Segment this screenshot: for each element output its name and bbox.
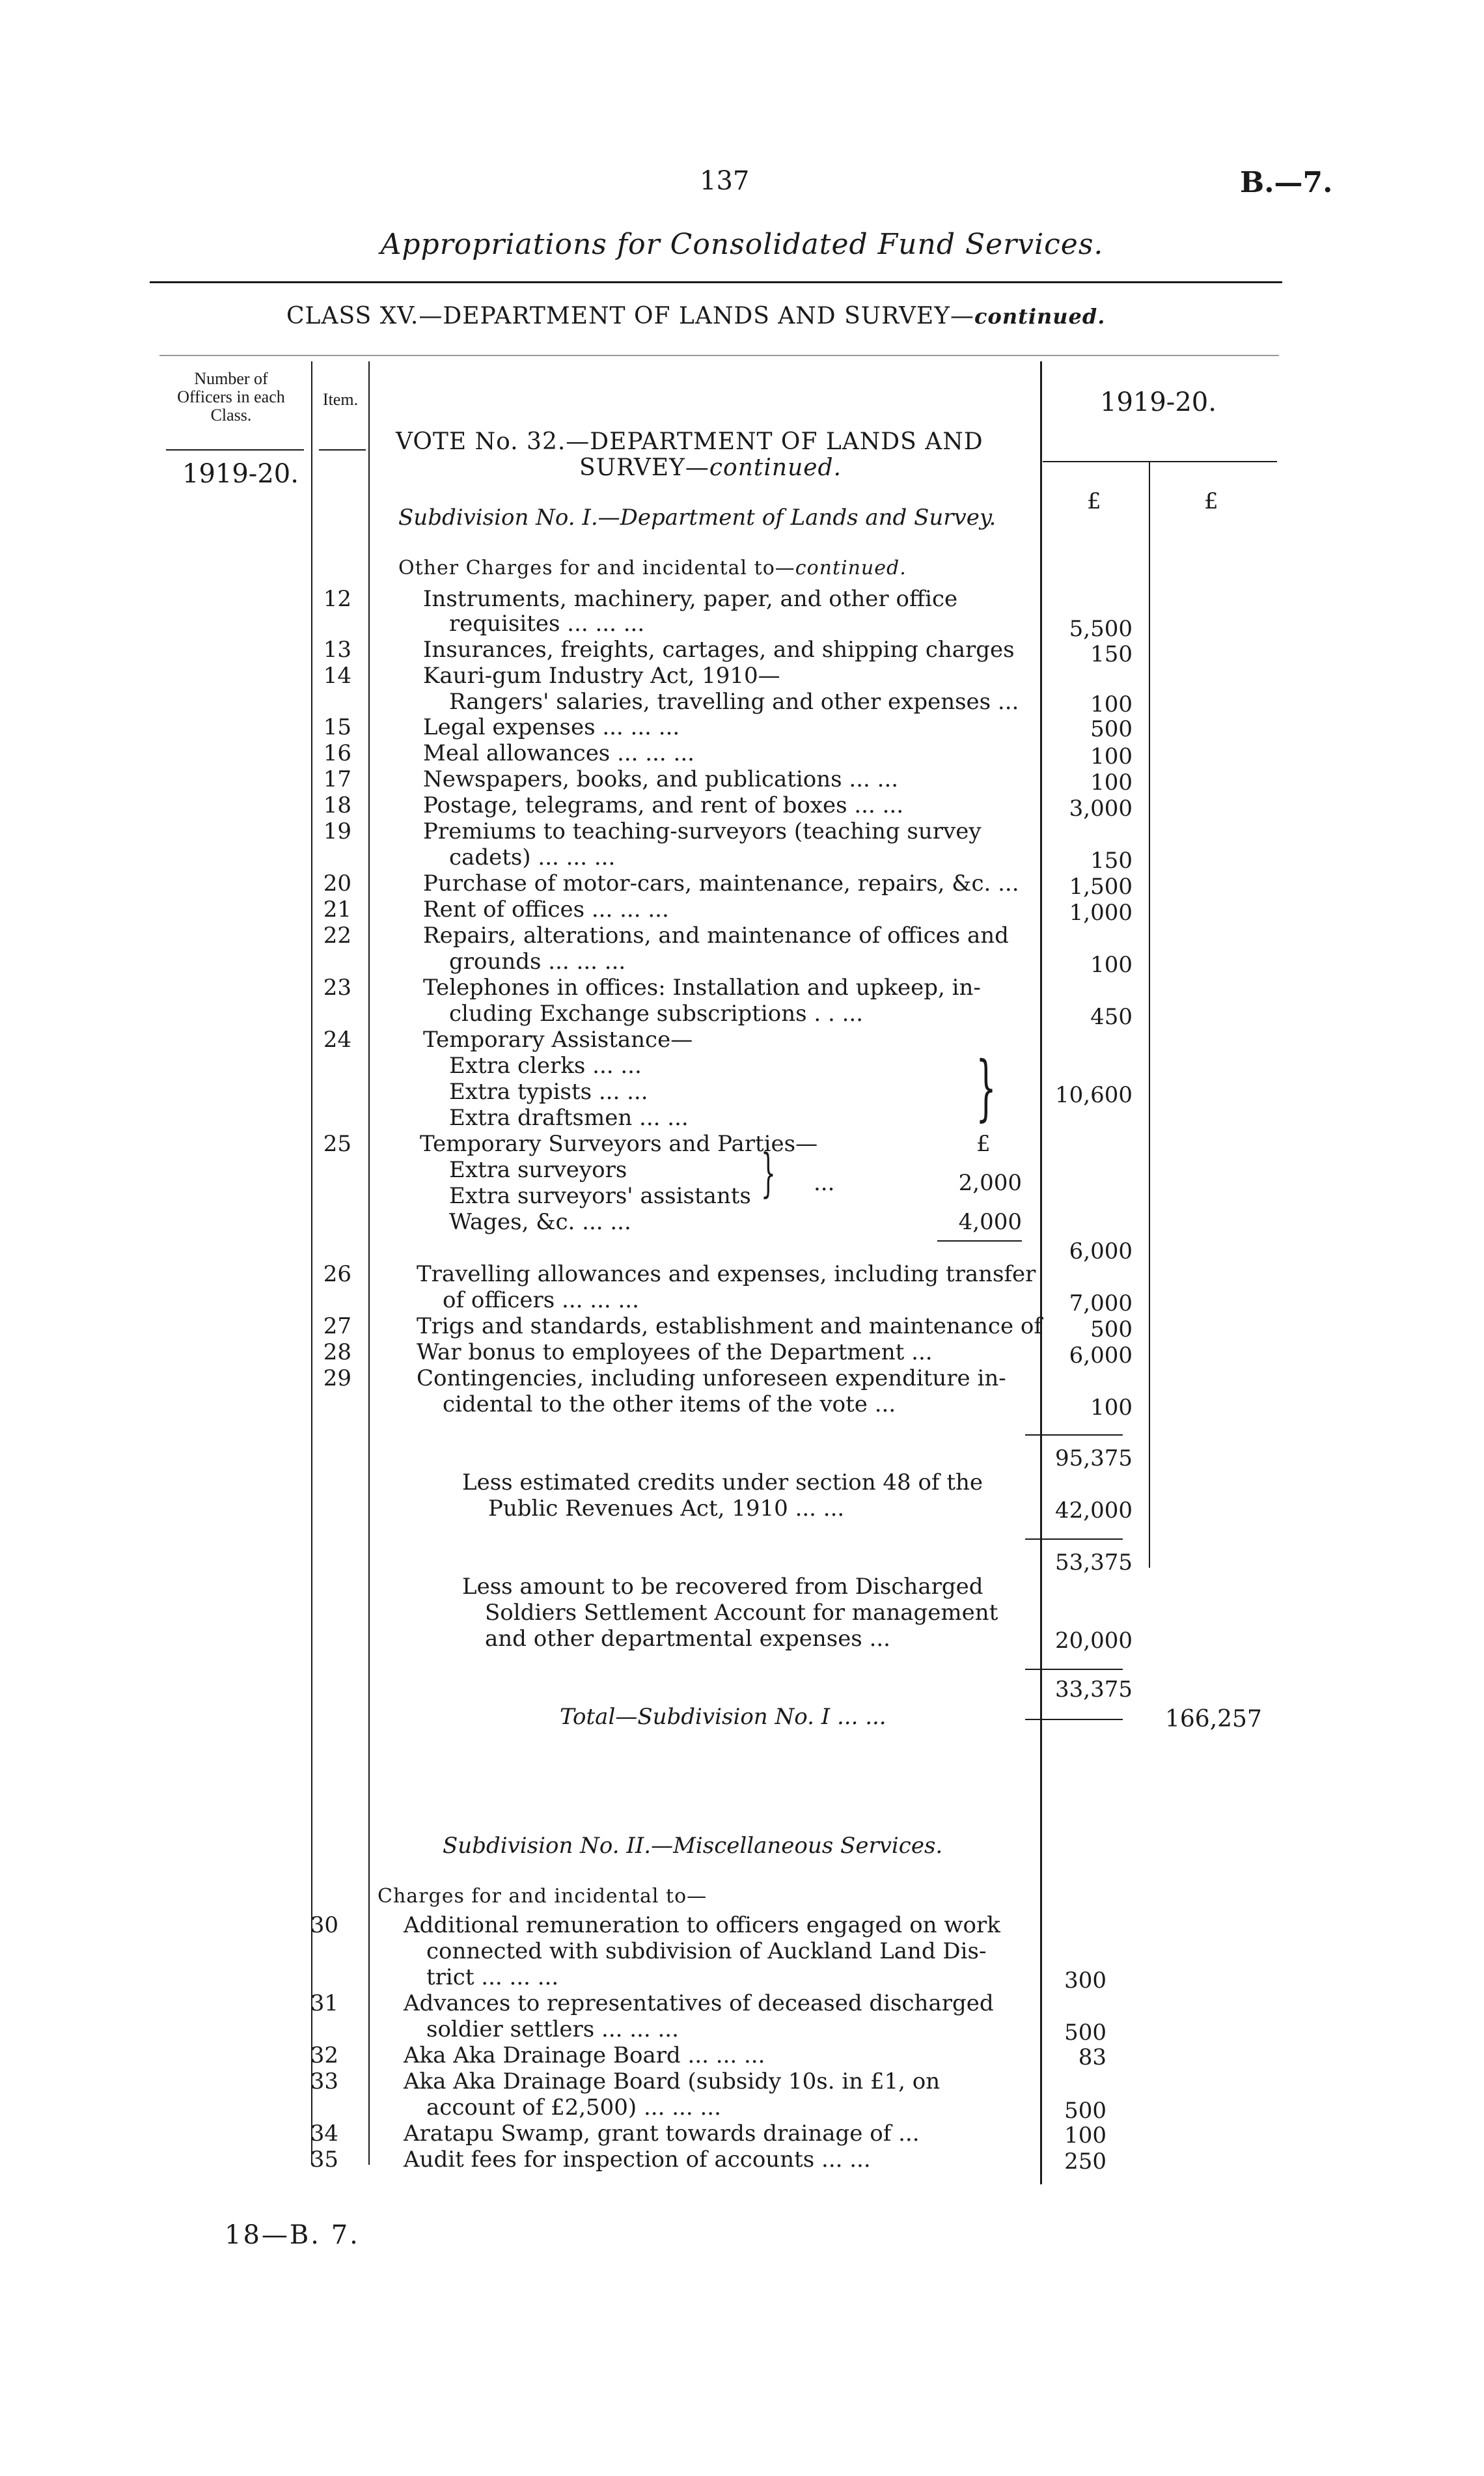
item-description: Extra draftsmen ... ... (449, 1105, 689, 1131)
total-label: Total—Subdivision No. I ... ... (560, 1704, 886, 1730)
item-amount: 500 (1090, 1316, 1133, 1342)
item-amount: 100 (1064, 2122, 1106, 2149)
item-description: trict ... ... ... (426, 1964, 559, 1990)
item-description: Advances to representatives of deceased discharged (404, 1990, 994, 2016)
sub-amount: 2,000 (958, 1170, 1022, 1196)
item-description: account of £2,500) ... ... ... (426, 2094, 721, 2121)
item-description: Audit fees for inspection of accounts ... ... (404, 2147, 871, 2173)
item-amount: 100 (1090, 691, 1133, 717)
item-description: Legal expenses ... ... ... (423, 714, 680, 740)
item-description: Temporary Assistance— (423, 1027, 693, 1053)
item-description: Kauri-gum Industry Act, 1910— (423, 663, 780, 689)
item-description: Temporary Surveyors and Parties— (420, 1131, 818, 1157)
item-description: Insurances, freights, cartages, and shipping charges (423, 637, 1015, 663)
item-description: Additional remuneration to officers engaged on work (404, 1912, 1000, 1938)
item-amount: 500 (1064, 2020, 1106, 2046)
item-description: Newspapers, books, and publications ... ... (423, 766, 899, 792)
item-column-header: Item. (322, 390, 359, 409)
document-reference: B.—7. (1240, 166, 1333, 199)
item-number: 35 (310, 2147, 338, 2173)
item-number: 26 (323, 1261, 351, 1287)
item-description: Extra clerks ... ... (449, 1053, 642, 1079)
item-description: Contingencies, including unforeseen expenditure in- (417, 1365, 1006, 1391)
subtotal: 53,375 (1055, 1550, 1133, 1576)
right-brace-icon: } (760, 1143, 776, 1203)
subtotal-rule (1025, 1669, 1123, 1670)
item-amount: 150 (1090, 848, 1133, 874)
subtotal: 95,375 (1055, 1445, 1133, 1471)
item-amount: 10,600 (1055, 1082, 1133, 1108)
total-rule (1025, 1719, 1123, 1720)
item-description: Telephones in offices: Installation and upkeep, in- (423, 975, 981, 1001)
item-number: 34 (310, 2121, 338, 2147)
credits-description: Less estimated credits under section 48 of the (462, 1469, 983, 1495)
item-number: 29 (323, 1365, 351, 1391)
class-heading: CLASS XV.—DEPARTMENT OF LANDS AND SURVEY—continued. (286, 303, 1106, 329)
item-number: 30 (310, 1912, 338, 1938)
item-number: 19 (323, 818, 351, 844)
item-amount: 1,500 (1069, 874, 1133, 900)
item-amount: 250 (1064, 2149, 1106, 2175)
officers-year: 1919-20. (182, 459, 299, 489)
credits-description: Public Revenues Act, 1910 ... ... (488, 1495, 845, 1522)
estimate-year-header: 1919-20. (1100, 387, 1216, 417)
item-description: Instruments, machinery, paper, and other office (423, 586, 958, 612)
item-description: Rent of offices ... ... ... (423, 897, 669, 923)
item-number: 23 (323, 975, 351, 1001)
subtotal-rule (1025, 1538, 1123, 1540)
header-rule (319, 449, 366, 451)
subtotal-rule (1025, 1434, 1123, 1436)
item-amount: 150 (1090, 641, 1133, 667)
recovered-description: Soldiers Settlement Account for management (485, 1600, 998, 1626)
item-number: 25 (323, 1131, 351, 1157)
recovered-description: and other departmental expenses ... (485, 1626, 890, 1652)
item-description: Extra surveyors' assistants (449, 1183, 751, 1209)
item-amount: 500 (1090, 716, 1133, 742)
item-description: War bonus to employees of the Department ... (417, 1339, 933, 1365)
item-number: 20 (323, 870, 351, 897)
item-description: requisites ... ... ... (449, 611, 645, 637)
table-top-rule (159, 355, 1279, 356)
subdivision-heading: Subdivision No. I.—Department of Lands and Survey. (398, 505, 996, 531)
item-amount: 100 (1090, 770, 1133, 796)
header-rule (1043, 461, 1277, 462)
item-amount: 500 (1064, 2098, 1106, 2124)
item-number: 15 (323, 714, 351, 740)
item-amount: 100 (1090, 952, 1133, 978)
title-rule (150, 281, 1282, 283)
total-amount: 166,257 (1165, 1706, 1262, 1732)
item-number: 32 (310, 2042, 338, 2068)
item-description: Wages, &c. ... ... (449, 1209, 631, 1235)
page-title: Appropriations for Consolidated Fund Services. (380, 228, 1104, 261)
item-number: 14 (323, 663, 351, 689)
item-description: grounds ... ... ... (449, 949, 626, 975)
item-description: Postage, telegrams, and rent of boxes ... ... (423, 792, 904, 818)
item-number: 22 (323, 923, 351, 949)
item-amount: 300 (1064, 1968, 1106, 1994)
item-number: 33 (310, 2068, 338, 2094)
item-number: 21 (323, 897, 351, 923)
item-number: 13 (323, 637, 351, 663)
item-amount: 6,000 (1069, 1342, 1133, 1369)
item-description: cidental to the other items of the vote ... (443, 1391, 896, 1417)
column-divider (368, 361, 370, 2165)
header-rule (166, 449, 304, 451)
page-signature: 18—B. 7. (225, 2220, 360, 2250)
pound-header: £ (1204, 488, 1218, 514)
item-number: 28 (323, 1339, 351, 1365)
recovered-description: Less amount to be recovered from Discharged (462, 1574, 983, 1600)
item-description: Trigs and standards, establishment and maintenance of (417, 1313, 1042, 1339)
page-number: 137 (700, 166, 750, 196)
item-amount: 450 (1090, 1004, 1133, 1030)
item-amount: 100 (1090, 1395, 1133, 1421)
officers-column-header: Number of Officers in each Class. (177, 369, 285, 424)
item-description: Travelling allowances and expenses, including transfer (417, 1261, 1036, 1287)
pound-header: £ (1087, 488, 1101, 514)
sub-amount: 4,000 (958, 1209, 1022, 1235)
item-description: Rangers' salaries, travelling and other expenses ... (449, 689, 1019, 715)
item-description: Aratapu Swamp, grant towards drainage of ... (404, 2121, 920, 2147)
item-amount: 100 (1090, 744, 1133, 770)
sub-pound-header: £ (976, 1131, 991, 1157)
item-description: of officers ... ... ... (443, 1287, 639, 1313)
item-number: 18 (323, 792, 351, 818)
dots: ... (814, 1170, 835, 1196)
item-amount: 3,000 (1069, 796, 1133, 822)
column-divider (1149, 461, 1150, 1568)
item-description: Extra surveyors (449, 1157, 627, 1183)
item-number: 12 (323, 586, 351, 612)
item-number: 17 (323, 766, 351, 792)
subdivision-heading: Subdivision No. II.—Miscellaneous Services. (443, 1833, 943, 1859)
sub-total-rule (937, 1240, 1022, 1242)
right-brace-icon: } (976, 1046, 996, 1129)
recovered-amount: 20,000 (1055, 1628, 1133, 1654)
item-description: connected with subdivision of Auckland Land Dis- (426, 1938, 987, 1964)
item-description: Aka Aka Drainage Board ... ... ... (404, 2042, 765, 2068)
item-amount: 7,000 (1069, 1290, 1133, 1316)
item-amount: 6,000 (1069, 1238, 1133, 1264)
credits-amount: 42,000 (1055, 1497, 1133, 1523)
subtotal: 33,375 (1055, 1676, 1133, 1703)
vote-heading-cont: SURVEY—continued. (579, 454, 842, 481)
item-description: Repairs, alterations, and maintenance of offices and (423, 923, 1009, 949)
item-amount: 5,500 (1069, 616, 1133, 642)
item-description: cadets) ... ... ... (449, 844, 616, 870)
charges-heading: Other Charges for and incidental to—continued. (398, 557, 907, 579)
item-description: Meal allowances ... ... ... (423, 740, 694, 766)
item-description: soldier settlers ... ... ... (426, 2016, 679, 2042)
item-description: Extra typists ... ... (449, 1079, 648, 1105)
item-number: 24 (323, 1027, 351, 1053)
item-description: Premiums to teaching-surveyors (teaching survey (423, 818, 982, 844)
item-description: cluding Exchange subscriptions . . ... (449, 1001, 864, 1027)
item-number: 27 (323, 1313, 351, 1339)
item-amount: 83 (1078, 2044, 1106, 2070)
item-number: 31 (310, 1990, 338, 2016)
item-amount: 1,000 (1069, 900, 1133, 926)
charges-heading: Charges for and incidental to— (378, 1885, 708, 1908)
item-description: Aka Aka Drainage Board (subsidy 10s. in £1, on (404, 2068, 941, 2094)
item-description: Purchase of motor-cars, maintenance, repairs, &c. ... (423, 870, 1019, 897)
item-number: 16 (323, 740, 351, 766)
vote-heading: VOTE No. 32.—DEPARTMENT OF LANDS AND (396, 428, 983, 455)
